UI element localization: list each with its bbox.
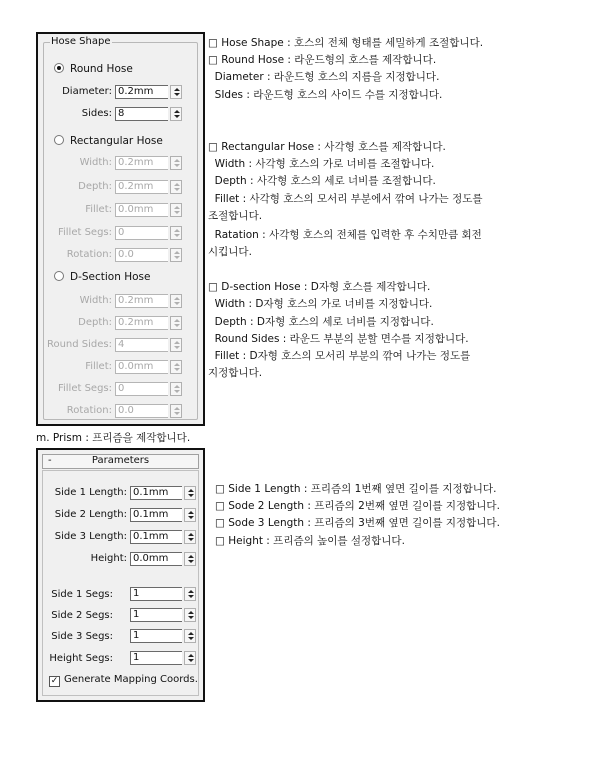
rect-depth-label: Depth: bbox=[78, 181, 112, 192]
dsec-fillet-label: Fillet: bbox=[85, 361, 112, 372]
side1-length-spinner[interactable] bbox=[130, 486, 196, 500]
radio-unselected-icon bbox=[54, 135, 64, 145]
rect-fillet-desc-cont: 조절합니다. bbox=[208, 210, 263, 222]
dsec-round-sides-label: Round Sides: bbox=[46, 339, 112, 350]
side3-length-spinner[interactable] bbox=[130, 530, 196, 544]
radio-unselected-icon bbox=[54, 271, 64, 281]
side3-segs-input[interactable]: 1 bbox=[130, 629, 182, 643]
rectangular-hose-radio[interactable] bbox=[54, 134, 163, 148]
dsec-width-label: Width: bbox=[79, 295, 112, 306]
rect-fillet-desc: Fillet : 사각형 호스의 모서리 부분에서 깎여 나가는 정도를 bbox=[208, 193, 483, 205]
sides-label: Sides: bbox=[81, 108, 112, 119]
spinner-arrows-icon[interactable] bbox=[184, 508, 196, 522]
dsec-round-sides-spinner[interactable] bbox=[115, 338, 182, 352]
collapse-icon[interactable]: - bbox=[48, 455, 52, 466]
side1-length-desc: □ Side 1 Length : 프리즘의 1번째 옆면 길이를 지정합니다. bbox=[215, 483, 497, 495]
hose-shape-group bbox=[43, 36, 198, 420]
side3-segs-label: Side 3 Segs: bbox=[51, 631, 113, 642]
generate-mapping-label: Generate Mapping Coords. bbox=[64, 674, 198, 685]
side1-segs-spinner[interactable] bbox=[130, 587, 196, 601]
height-desc: □ Height : 프리즘의 높이를 설정합니다. bbox=[215, 535, 405, 547]
rect-rotation-input[interactable]: 0.0 bbox=[115, 248, 168, 262]
side2-segs-spinner[interactable] bbox=[130, 608, 196, 622]
side1-length-input[interactable]: 0.1mm bbox=[130, 486, 182, 500]
spinner-arrows-icon[interactable] bbox=[184, 587, 196, 601]
dsec-fillet-spinner[interactable] bbox=[115, 360, 182, 374]
side1-segs-label: Side 1 Segs: bbox=[51, 589, 113, 600]
dsec-depth-desc: Depth : D자형 호스의 세로 너비를 지정합니다. bbox=[208, 316, 434, 328]
rect-width-input[interactable]: 0.2mm bbox=[115, 156, 168, 170]
side3-segs-spinner[interactable] bbox=[130, 629, 196, 643]
rect-width-spinner[interactable] bbox=[115, 156, 182, 170]
spinner-arrows-icon[interactable] bbox=[170, 107, 182, 121]
dsec-fillet-segs-spinner[interactable] bbox=[115, 382, 182, 396]
side3-length-input[interactable]: 0.1mm bbox=[130, 530, 182, 544]
spinner-arrows-icon[interactable] bbox=[170, 316, 182, 330]
dsec-round-sides-input[interactable]: 4 bbox=[115, 338, 168, 352]
diameter-desc: Diameter : 라운드형 호스의 지름을 지정합니다. bbox=[208, 71, 440, 83]
round-hose-desc: □ Round Hose : 라운드형의 호스를 제작합니다. bbox=[208, 54, 437, 66]
dsec-width-input[interactable]: 0.2mm bbox=[115, 294, 168, 308]
hose-shape-desc: □ Hose Shape : 호스의 전체 형태를 세밀하게 조절합니다. bbox=[208, 37, 484, 49]
side2-length-spinner[interactable] bbox=[130, 508, 196, 522]
rect-depth-spinner[interactable] bbox=[115, 180, 182, 194]
rect-width-desc: Width : 사각형 호스의 가로 너비를 조절합니다. bbox=[208, 158, 435, 170]
dsec-rotation-spinner[interactable] bbox=[115, 404, 182, 418]
side1-segs-input[interactable]: 1 bbox=[130, 587, 182, 601]
height-input[interactable]: 0.0mm bbox=[130, 552, 182, 566]
rect-depth-input[interactable]: 0.2mm bbox=[115, 180, 168, 194]
height-segs-label: Height Segs: bbox=[49, 653, 113, 664]
prism-section-heading: m. Prism : 프리즘을 제작합니다. bbox=[36, 432, 191, 444]
height-spinner[interactable] bbox=[130, 552, 196, 566]
dsec-fillet-segs-label: Fillet Segs: bbox=[57, 383, 112, 394]
rect-fillet-segs-input[interactable]: 0 bbox=[115, 226, 168, 240]
parameters-group bbox=[42, 470, 199, 696]
dsec-round-sides-desc: Round Sides : 라운드 부분의 분할 면수를 지정합니다. bbox=[208, 333, 469, 345]
dsec-fillet-desc: Fillet : D자형 호스의 모서리 부분의 깎여 나가는 정도를 bbox=[208, 350, 471, 362]
rect-rotation-label: Rotation: bbox=[66, 249, 112, 260]
side3-length-label: Side 3 Length: bbox=[54, 531, 127, 542]
radio-selected-icon bbox=[54, 63, 64, 73]
height-label: Height: bbox=[90, 553, 127, 564]
dsec-depth-spinner[interactable] bbox=[115, 316, 182, 330]
height-segs-input[interactable]: 1 bbox=[130, 651, 182, 665]
diameter-spinner[interactable] bbox=[115, 85, 182, 99]
spinner-arrows-icon[interactable] bbox=[184, 651, 196, 665]
hose-shape-panel bbox=[36, 32, 205, 426]
rect-fillet-spinner[interactable] bbox=[115, 203, 182, 217]
parameters-title: Parameters bbox=[91, 455, 150, 466]
diameter-label: Diameter: bbox=[62, 86, 112, 97]
rect-width-label: Width: bbox=[79, 157, 112, 168]
rect-rotation-desc-cont: 시킵니다. bbox=[208, 246, 252, 258]
d-section-hose-label: D-Section Hose bbox=[70, 271, 151, 283]
rect-rotation-spinner[interactable] bbox=[115, 248, 182, 262]
generate-mapping-checkbox[interactable] bbox=[49, 673, 198, 687]
rect-fillet-input[interactable]: 0.0mm bbox=[115, 203, 168, 217]
rectangular-hose-desc: □ Rectangular Hose : 사각형 호스를 제작합니다. bbox=[208, 141, 446, 153]
spinner-arrows-icon[interactable] bbox=[170, 248, 182, 262]
spinner-arrows-icon[interactable] bbox=[184, 608, 196, 622]
spinner-arrows-icon[interactable] bbox=[170, 382, 182, 396]
side2-segs-label: Side 2 Segs: bbox=[51, 610, 113, 621]
dsec-fillet-input[interactable]: 0.0mm bbox=[115, 360, 168, 374]
dsec-width-desc: Width : D자형 호스의 가로 너비를 지정합니다. bbox=[208, 298, 433, 310]
dsec-fillet-desc-cont: 지정합니다. bbox=[208, 367, 263, 379]
dsec-rotation-label: Rotation: bbox=[66, 405, 112, 416]
rect-depth-desc: Depth : 사각형 호스의 세로 너비를 조절합니다. bbox=[208, 175, 436, 187]
rect-rotation-desc: Ratation : 사각형 호스의 전체를 입력한 후 수치만큼 회전 bbox=[208, 229, 482, 241]
spinner-arrows-icon[interactable] bbox=[170, 85, 182, 99]
spinner-arrows-icon[interactable] bbox=[184, 629, 196, 643]
side3-length-desc: □ Sode 3 Length : 프리즘의 3번째 옆면 길이를 지정합니다. bbox=[215, 517, 500, 529]
side2-length-desc: □ Sode 2 Length : 프리즘의 2번째 옆면 길이를 지정합니다. bbox=[215, 500, 500, 512]
checkmark-icon[interactable]: ✓ bbox=[50, 676, 59, 686]
parameters-rollout-header[interactable] bbox=[42, 454, 199, 469]
prism-parameters-panel bbox=[36, 448, 205, 702]
dsec-depth-label: Depth: bbox=[78, 317, 112, 328]
sides-input[interactable]: 8 bbox=[115, 107, 168, 121]
side2-length-label: Side 2 Length: bbox=[54, 509, 127, 520]
rect-fillet-segs-label: Fillet Segs: bbox=[57, 227, 112, 238]
side2-length-input[interactable]: 0.1mm bbox=[130, 508, 182, 522]
dsec-fillet-segs-input[interactable]: 0 bbox=[115, 382, 168, 396]
spinner-arrows-icon[interactable] bbox=[184, 486, 196, 500]
dsec-depth-input[interactable]: 0.2mm bbox=[115, 316, 168, 330]
hose-shape-group-title: Hose Shape bbox=[51, 36, 111, 47]
spinner-arrows-icon[interactable] bbox=[184, 530, 196, 544]
sides-desc: SIdes : 라운드형 호스의 사이드 수를 지정합니다. bbox=[208, 89, 443, 101]
spinner-arrows-icon[interactable] bbox=[170, 156, 182, 170]
d-section-hose-desc: □ D-section Hose : D자형 호스를 제작합니다. bbox=[208, 281, 431, 293]
spinner-arrows-icon[interactable] bbox=[170, 226, 182, 240]
spinner-arrows-icon[interactable] bbox=[170, 338, 182, 352]
spinner-arrows-icon[interactable] bbox=[170, 180, 182, 194]
spinner-arrows-icon[interactable] bbox=[170, 360, 182, 374]
spinner-arrows-icon[interactable] bbox=[184, 552, 196, 566]
d-section-hose-radio[interactable] bbox=[54, 270, 150, 284]
spinner-arrows-icon[interactable] bbox=[170, 203, 182, 217]
rect-fillet-segs-spinner[interactable] bbox=[115, 226, 182, 240]
height-segs-spinner[interactable] bbox=[130, 651, 196, 665]
spinner-arrows-icon[interactable] bbox=[170, 404, 182, 418]
sides-spinner[interactable] bbox=[115, 107, 182, 121]
round-hose-radio[interactable] bbox=[54, 62, 133, 76]
rect-fillet-label: Fillet: bbox=[85, 204, 112, 215]
side2-segs-input[interactable]: 1 bbox=[130, 608, 182, 622]
spinner-arrows-icon[interactable] bbox=[170, 294, 182, 308]
dsec-rotation-input[interactable]: 0.0 bbox=[115, 404, 168, 418]
round-hose-label: Round Hose bbox=[70, 63, 133, 75]
diameter-input[interactable]: 0.2mm bbox=[115, 85, 168, 99]
dsec-width-spinner[interactable] bbox=[115, 294, 182, 308]
rectangular-hose-label: Rectangular Hose bbox=[70, 135, 163, 147]
side1-length-label: Side 1 Length: bbox=[54, 487, 127, 498]
